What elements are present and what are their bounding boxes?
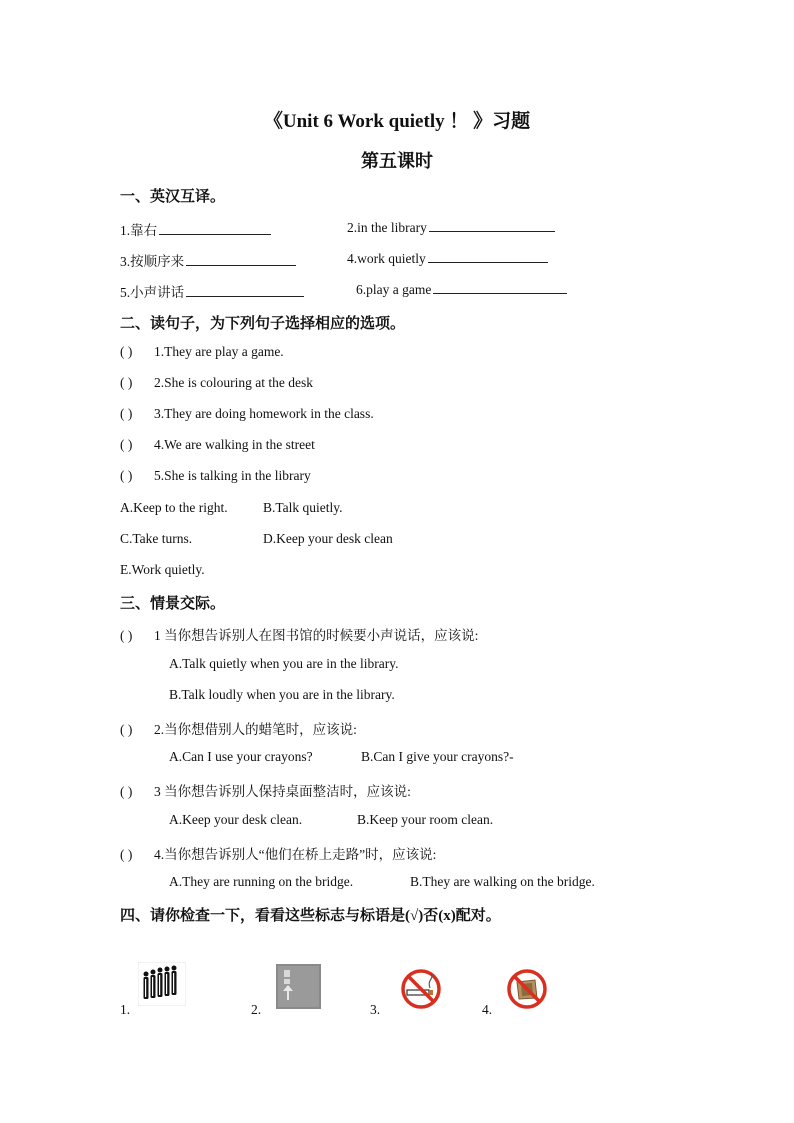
queue-sign-icon xyxy=(138,962,186,1006)
answer-paren[interactable]: ( ) xyxy=(120,722,133,737)
answer-paren[interactable]: ( ) xyxy=(120,406,133,421)
translate-item-label: 2.in the library xyxy=(347,220,427,235)
translate-item-5 xyxy=(120,281,304,301)
section4-heading: 四、请你检查一下，看看这些标志与标语是(√)否(x)配对。 xyxy=(120,908,501,924)
choice-question-5 xyxy=(120,468,311,484)
answer-paren[interactable]: ( ) xyxy=(120,847,133,862)
translate-item-6 xyxy=(356,281,567,298)
translate-item-4 xyxy=(347,250,548,267)
sign-label-1: 1. xyxy=(120,1002,131,1017)
page-title: 《Unit 6 Work quietly ！ 》习题 xyxy=(263,111,531,132)
question-text: 1 当你想告诉别人在图书馆的时候要小声说话，应该说: xyxy=(154,628,479,643)
translate-item-label: 4.work quietly xyxy=(347,251,426,266)
situation-question-3 xyxy=(120,780,411,800)
section1-heading: 一、英汉互译。 xyxy=(120,189,226,205)
answer-blank[interactable] xyxy=(433,281,567,294)
situation-1-option-b: B.Talk loudly when you are in the library. xyxy=(169,687,395,702)
section3-heading: 三、情景交际。 xyxy=(120,596,226,612)
situation-question-1 xyxy=(120,624,478,644)
answer-paren[interactable]: ( ) xyxy=(120,784,133,799)
answer-blank[interactable] xyxy=(429,219,555,232)
answer-paren[interactable]: ( ) xyxy=(120,437,133,452)
answer-paren[interactable]: ( ) xyxy=(120,375,133,390)
question-text: 3 当你想告诉别人保持桌面整洁时，应该说: xyxy=(154,784,411,799)
choice-question-4 xyxy=(120,437,315,453)
answer-paren[interactable]: ( ) xyxy=(120,344,133,359)
situation-3-option-a: A.Keep your desk clean. xyxy=(169,812,303,827)
situation-1-option-a: A.Talk quietly when you are in the library. xyxy=(169,656,399,671)
question-text: 4.We are walking in the street xyxy=(154,437,315,452)
no-littering-sign-icon xyxy=(505,968,549,1010)
translate-item-3 xyxy=(120,250,296,270)
translate-item-1 xyxy=(120,219,271,239)
answer-blank[interactable] xyxy=(428,250,548,263)
answer-paren[interactable]: ( ) xyxy=(120,468,133,483)
question-text: 2.She is colouring at the desk xyxy=(154,375,313,390)
translate-item-label: 6.play a game xyxy=(356,282,432,297)
question-text: 2.当你想借别人的蜡笔时，应该说: xyxy=(154,722,357,737)
sign-label-4: 4. xyxy=(482,1002,493,1017)
page-subtitle: 第五课时 xyxy=(361,151,433,171)
answer-blank[interactable] xyxy=(186,284,304,297)
question-text: 3.They are doing homework in the class. xyxy=(154,406,374,421)
answer-blank[interactable] xyxy=(186,253,296,266)
situation-2-option-b: B.Can I give your crayons?- xyxy=(361,749,514,764)
translate-item-2 xyxy=(347,219,555,236)
translate-item-label: 5.小声讲话 xyxy=(120,285,185,300)
choice-question-2 xyxy=(120,375,313,391)
option-a: A.Keep to the right. xyxy=(120,500,228,515)
choice-question-3 xyxy=(120,406,374,422)
translate-item-label: 3.按顺序来 xyxy=(120,254,185,269)
answer-blank[interactable] xyxy=(159,222,271,235)
question-text: 4.当你想告诉别人“他们在桥上走路”时，应该说: xyxy=(154,847,437,862)
situation-3-option-b: B.Keep your room clean. xyxy=(357,812,494,827)
situation-question-2 xyxy=(120,718,357,738)
situation-4-option-a: A.They are running on the bridge. xyxy=(169,874,354,889)
sign-label-2: 2. xyxy=(251,1002,262,1017)
situation-4-option-b: B.They are walking on the bridge. xyxy=(410,874,595,889)
option-d: D.Keep your desk clean xyxy=(263,531,393,546)
answer-paren[interactable]: ( ) xyxy=(120,628,133,643)
situation-2-option-a: A.Can I use your crayons? xyxy=(169,749,313,764)
option-b: B.Talk quietly. xyxy=(263,500,343,515)
question-text: 1.They are play a game. xyxy=(154,344,284,359)
translate-item-label: 1.靠右 xyxy=(120,223,158,238)
situation-question-4 xyxy=(120,843,436,863)
choice-question-1 xyxy=(120,344,284,360)
option-c: C.Take turns. xyxy=(120,531,193,546)
no-smoking-sign-icon xyxy=(399,968,443,1010)
keep-right-sign-icon xyxy=(276,964,321,1009)
sign-label-3: 3. xyxy=(370,1002,381,1017)
question-text: 5.She is talking in the library xyxy=(154,468,311,483)
option-e: E.Work quietly. xyxy=(120,562,205,577)
section2-heading: 二、读句子，为下列句子选择相应的选项。 xyxy=(120,316,406,332)
